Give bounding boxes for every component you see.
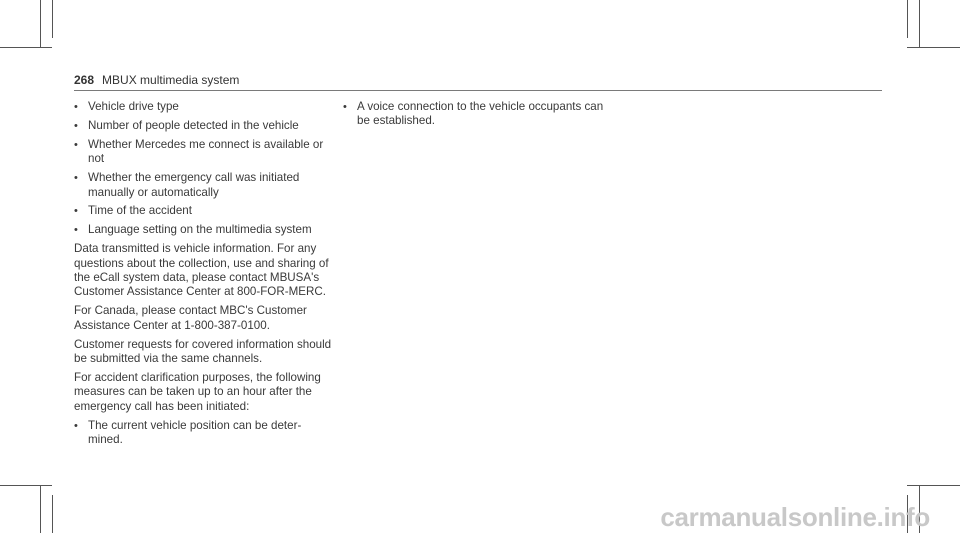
bullet-list bbox=[74, 100, 336, 238]
list-item: • Language setting on the multimedia system bbox=[74, 223, 312, 237]
crop-mark bbox=[907, 485, 960, 486]
bullet-icon: • bbox=[74, 119, 78, 132]
bullet-icon: • bbox=[343, 101, 347, 113]
paragraph: For accident clarification purposes, the following measures can be taken up to an hour after the emergency call has been initiated: bbox=[74, 371, 321, 413]
bullet-icon: • bbox=[74, 419, 78, 432]
crop-mark bbox=[40, 0, 41, 48]
crop-mark bbox=[0, 485, 52, 486]
bullet-icon: • bbox=[74, 224, 78, 237]
list-item: • Whether Mercedes me connect is available or not bbox=[74, 137, 324, 166]
crop-mark bbox=[52, 0, 53, 38]
watermark: carmanualsonline.info bbox=[660, 502, 930, 532]
list-item: • A voice connection to the vehicle occupants can be established. bbox=[343, 100, 604, 128]
list-item: • Time of the accident bbox=[74, 204, 192, 218]
bullet-list bbox=[343, 100, 605, 129]
crop-mark bbox=[52, 495, 53, 533]
crop-mark bbox=[919, 0, 920, 48]
bullet-icon: • bbox=[74, 172, 78, 185]
right-column bbox=[343, 100, 605, 133]
list-item: • Number of people detected in the vehicle bbox=[74, 118, 299, 132]
crop-mark bbox=[40, 485, 41, 533]
page-header bbox=[74, 73, 239, 87]
section-title: MBUX multimedia system bbox=[102, 73, 240, 87]
paragraph: For Canada, please contact MBC's Customer Assistance Center at 1-800-387-0100. bbox=[74, 304, 307, 332]
bullet-icon: • bbox=[74, 101, 78, 113]
list-item: • Vehicle drive type bbox=[74, 100, 179, 113]
header-rule bbox=[74, 90, 882, 91]
paragraph: Data transmitted is vehicle information. For any questions about the collection, use and sharing of the eCall system data, please contact MBUSA's Customer Assistance Center at 800-FOR-MERC. bbox=[74, 242, 329, 299]
paragraph: Customer requests for covered information should be submitted via the same channels. bbox=[74, 337, 332, 366]
list-item: • The current vehicle position can be deter- mined. bbox=[74, 418, 302, 447]
list-item: • Whether the emergency call was initiated manually or automatically bbox=[74, 171, 300, 199]
page-number: 268 bbox=[74, 73, 95, 87]
bullet-icon: • bbox=[74, 205, 78, 218]
bullet-list bbox=[74, 419, 336, 448]
crop-mark bbox=[0, 47, 52, 48]
left-column bbox=[74, 100, 336, 452]
bullet-icon: • bbox=[74, 138, 78, 151]
crop-mark bbox=[907, 0, 908, 38]
crop-mark bbox=[907, 47, 960, 48]
